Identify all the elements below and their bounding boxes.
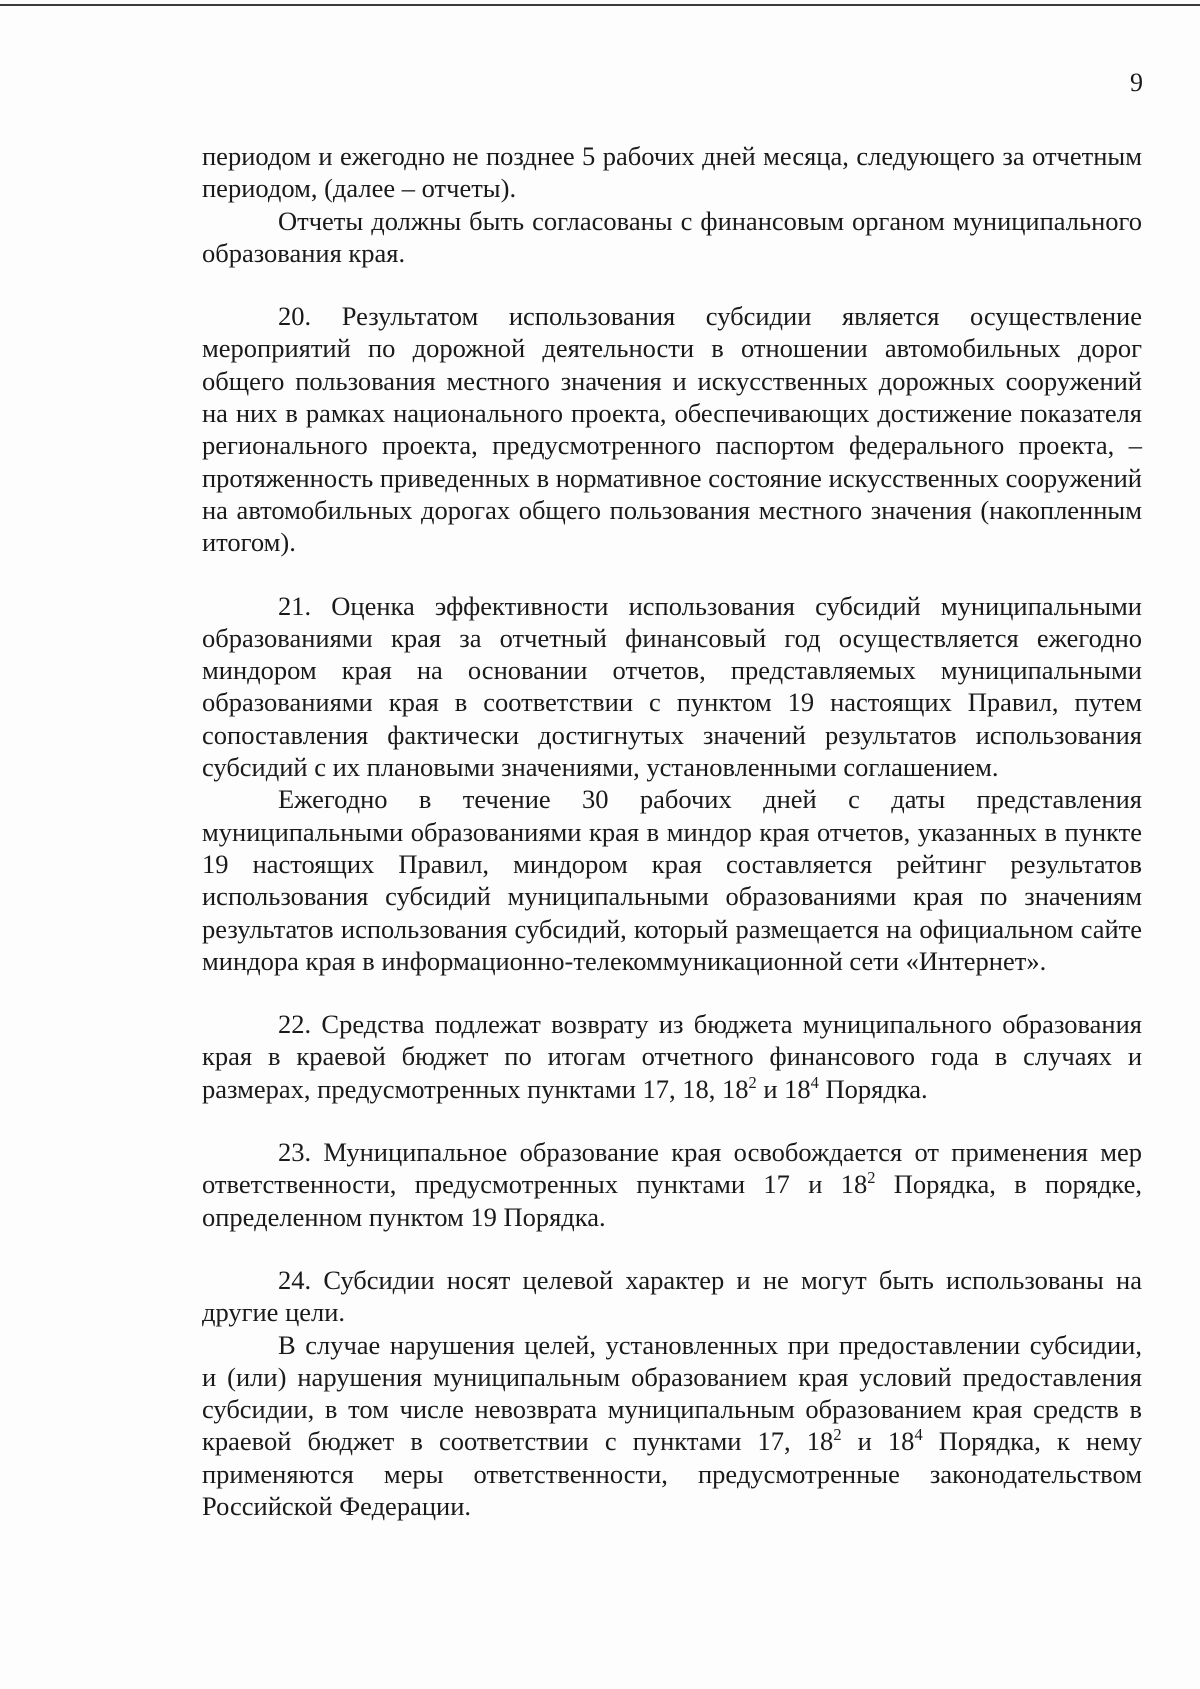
text-segment: Порядка, в порядке, определенном пунктом 19 Порядка.	[202, 1169, 1143, 1232]
superscript: 4	[914, 1425, 923, 1445]
paragraph-violation	[202, 1329, 1142, 1523]
text-segment: и 18	[841, 1426, 915, 1457]
superscript: 2	[867, 1168, 876, 1188]
superscript: 2	[833, 1425, 842, 1445]
paragraph-item-24: 24. Субсидии носят целевой характер и не могут быть использованы на другие цели.	[202, 1264, 1142, 1328]
paragraph-rating: Ежегодно в течение 30 рабочих дней с даты представления муниципальными образованиями края в миндор края отчетов, указанных в пункте 19 настоящих Правил, миндором края составляется рейтинг результатов использования субсидий муниципальными образованиями края по значениям результатов использования субсидий, который размещается на официальном сайте миндора края в информационно-телекоммуникационной сети «Интернет».	[202, 784, 1142, 976]
paragraph-reports-approval: Отчеты должны быть согласованы с финансовым органом муниципального образования края.	[202, 205, 1142, 268]
paragraph-item-22	[202, 1008, 1142, 1105]
text-segment: В случае нарушения целей, установленных при предоставлении субсидии, и (или) нарушения муниципальным образованием края условий предоставления субсидии, в том числе невозврата муниципальным образованием края средств в краевой бюджет в соответствии с пунктами 17, 18	[202, 1329, 1142, 1457]
top-edge-rule	[0, 4, 1200, 6]
superscript: 2	[748, 1072, 757, 1092]
document-body	[202, 140, 1142, 1522]
paragraph-item-20: 20. Результатом использования субсидии является осуществление мероприятий по дорожной деятельности в отношении автомобильных дорог общего пользования местного значения и искусственных дорожных сооружений на них в рамках национального проекта, обеспечивающих достижение показателя регионального проекта, предусмотренного паспортом федерального проекта, – протяженность приведенных в нормативное состояние искусственных сооружений на автомобильных дорогах общего пользования местного значения (накопленным итогом).	[202, 301, 1142, 558]
text-segment: 23. Муниципальное образование края освобождается от применения мер ответственности, предусмотренных пунктами 17 и 18	[202, 1137, 1142, 1200]
paragraph-continuation: периодом и ежегодно не позднее 5 рабочих дней месяца, следующего за отчетным периодом, (далее – отчеты).	[202, 141, 1142, 204]
text-segment: Порядка, к нему применяются меры ответственности, предусмотренные законодательством Российской Федерации.	[202, 1426, 1142, 1521]
paragraph-item-23	[202, 1136, 1142, 1233]
paragraph-item-21: 21. Оценка эффективности использования субсидий муниципальными образованиями края за отчетный финансовый год осуществляется ежегодно миндором края на основании отчетов, представляемых муниципальными образованиями края в соответствии с пунктом 19 настоящих Правил, путем сопоставления фактически достигнутых значений результатов использования субсидий с их плановыми значениями, установленными соглашением.	[202, 590, 1142, 783]
page-number: 9	[1130, 68, 1143, 97]
text-segment: Порядка.	[818, 1073, 928, 1104]
superscript: 4	[810, 1072, 819, 1092]
text-segment: 22. Средства подлежат возврату из бюджета муниципального образования края в краевой бюджет по итогам отчетного финансового года в случаях и размерах, предусмотренных пунктами 17, 18, 18	[202, 1009, 1142, 1104]
text-segment: и 18	[756, 1073, 811, 1104]
